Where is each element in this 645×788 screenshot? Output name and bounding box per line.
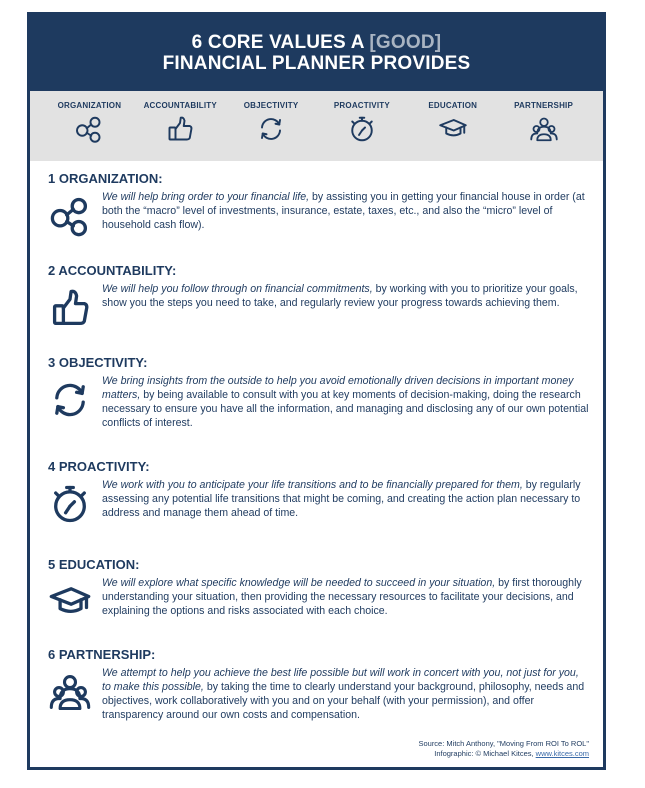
section-accountability [48, 263, 589, 355]
title-highlight: [GOOD] [369, 32, 442, 53]
people-group-icon [529, 114, 559, 144]
title-prefix: 6 CORE VALUES A [191, 32, 370, 53]
strip-item-proactivity [321, 101, 403, 144]
section-title: 5 EDUCATION: [48, 557, 140, 572]
section-text [92, 190, 589, 232]
strip-label: PARTNERSHIP [514, 101, 574, 110]
network-nodes-icon [74, 114, 104, 144]
title-line-2: FINANCIAL PLANNER PROVIDES [162, 53, 471, 74]
strip-item-accountability [139, 101, 221, 144]
section-title: 2 ACCOUNTABILITY: [48, 263, 177, 278]
section-text [92, 666, 589, 722]
values-list [30, 161, 603, 722]
section-lead: We will help bring order to your financial life, [102, 191, 310, 203]
stopwatch-icon [347, 114, 377, 144]
section-rest: by being available to consult with you at key moments of decision-making, doing the research necessary to ensure you have all the information, and managing and disclosing any of our own potential conflicts of interest. [102, 389, 589, 429]
section-text [92, 478, 589, 520]
section-lead: We attempt to help you achieve the best life possible but will work in concert with you, not just for you, to make this possible, [102, 667, 579, 693]
kitces-link[interactable]: www.kitces.com [535, 749, 589, 758]
thumbs-up-icon [165, 114, 195, 144]
section-title: 3 OBJECTIVITY: [48, 355, 148, 370]
strip-label: ACCOUNTABILITY [143, 101, 217, 110]
strip-label: OBJECTIVITY [243, 101, 299, 110]
strip-label: EDUCATION [428, 101, 478, 110]
graduation-cap-icon [438, 114, 468, 144]
section-rest: by working with you to prioritize your goals, show you the steps you need to take, and regularly review your progress towards achieving them. [102, 283, 578, 309]
section-title: 6 PARTNERSHIP: [48, 647, 156, 662]
section-lead: We will help you follow through on financial commitments, [102, 283, 373, 295]
strip-item-organization [48, 101, 130, 144]
thumbs-up-icon [48, 286, 92, 330]
section-proactivity [48, 459, 589, 557]
refresh-arrows-icon [256, 114, 286, 144]
section-rest: by first thoroughly understanding your situation, then providing the necessary resources to facilitate your decisions, and explaining the options and risks associated with each choice. [102, 577, 582, 617]
section-title: 1 ORGANIZATION: [48, 171, 163, 186]
source-line: Source: Mitch Anthony, "Moving From ROI To ROL" [418, 739, 589, 748]
section-lead: We work with you to anticipate your life transitions and to be financially prepared for them, [102, 479, 523, 491]
section-title: 4 PROACTIVITY: [48, 459, 150, 474]
values-icon-strip [30, 91, 603, 161]
section-text [92, 374, 589, 430]
stopwatch-icon [48, 482, 92, 526]
strip-item-partnership [503, 101, 585, 144]
section-lead: We will explore what specific knowledge will be needed to succeed in your situation, [102, 577, 496, 589]
section-lead: We bring insights from the outside to help you avoid emotionally driven decisions in important money matters, [102, 375, 574, 401]
strip-item-education [412, 101, 494, 144]
section-objectivity [48, 355, 589, 459]
section-text [92, 576, 589, 618]
strip-label: PROACTIVITY [333, 101, 390, 110]
section-text [92, 282, 589, 310]
header-banner [30, 15, 603, 91]
section-education [48, 557, 589, 647]
section-organization [48, 171, 589, 263]
section-partnership [48, 647, 589, 722]
strip-label: ORGANIZATION [57, 101, 122, 110]
credit-line [418, 749, 589, 759]
network-nodes-icon [48, 194, 92, 238]
section-rest: by assisting you in getting your financial house in order (at both the “macro” level of investments, insurance, estate, taxes, etc., and also the “micro” level of household cash flow). [102, 191, 585, 231]
refresh-arrows-icon [48, 378, 92, 422]
graduation-cap-icon [48, 580, 92, 624]
source-credit [418, 739, 589, 759]
title-line-1 [192, 32, 442, 53]
people-group-icon [48, 670, 92, 714]
section-rest: by taking the time to clearly understand your background, philosophy, needs and objectives, work collaboratively with you and on your behalf (with your permission), and offer transparency around our own costs and compensation. [102, 681, 585, 721]
credit-prefix: Infographic: © Michael Kitces, [434, 749, 536, 758]
strip-item-objectivity [230, 101, 312, 144]
section-rest: by regularly assessing any potential life transitions that might be coming, and creating the action plan necessary to address and manage them ahead of time. [102, 479, 581, 519]
infographic-card [27, 12, 606, 770]
